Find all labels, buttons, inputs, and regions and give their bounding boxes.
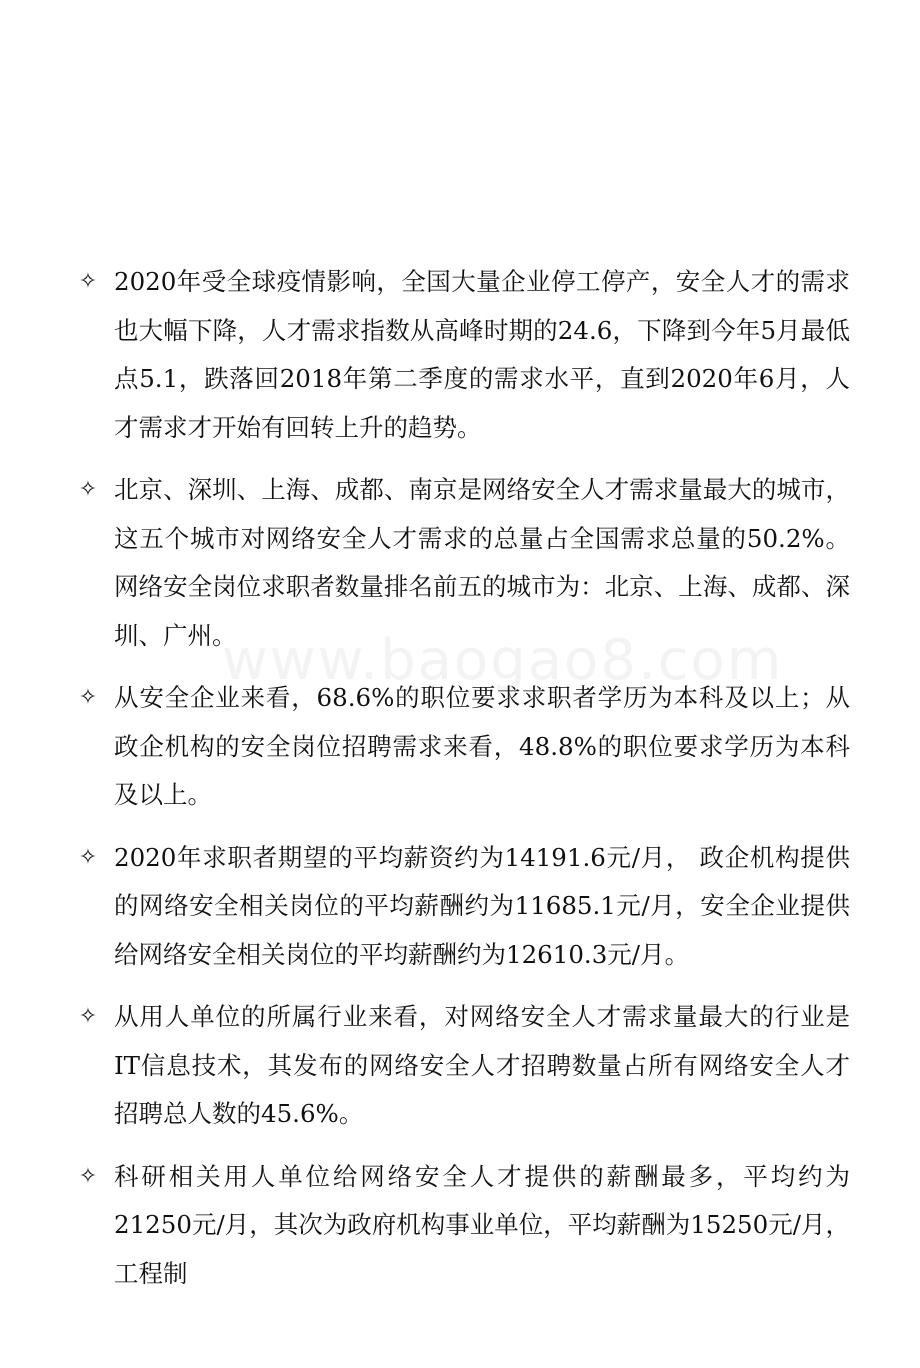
four-pointed-star-icon: ✧	[78, 685, 98, 710]
bullet-text: 科研相关用人单位给网络安全人才提供的薪酬最多，平均约为21250元/月，其次为政府机构事业单位，平均薪酬为15250元/月，工程制	[114, 1161, 850, 1288]
bullet-text: 2020年求职者期望的平均薪资约为14191.6元/月， 政企机构提供的网络安全相关岗位的平均薪酬约为11685.1元/月，安全企业提供给网络安全相关岗位的平均薪酬约为12610.3元/月。	[114, 842, 850, 969]
bullet-item	[76, 1153, 850, 1299]
four-pointed-star-icon: ✧	[78, 844, 98, 870]
bullet-item	[76, 674, 850, 820]
four-pointed-star-icon: ✧	[78, 1004, 98, 1029]
watermark: www.baogao8.com	[222, 628, 784, 693]
bullet-text: 从用人单位的所属行业来看，对网络安全人才需求量最大的行业是IT信息技术，其发布的网络安全人才招聘数量占所有网络安全人才招聘总人数的45.6%。	[114, 1002, 850, 1128]
four-pointed-star-icon: ✧	[78, 269, 98, 294]
bullet-list	[76, 258, 850, 1312]
bullet-item	[76, 258, 850, 452]
bullet-text: 2020年受全球疫情影响，全国大量企业停工停产，安全人才的需求也大幅下降，人才需求指数从高峰时期的24.6，下降到今年5月最低点5.1，跌落回2018年第二季度的需求水平，直到2020年6月，人才需求才开始有回转上升的趋势。	[114, 267, 850, 442]
bullet-item	[76, 466, 850, 660]
bullet-text: 从安全企业来看，68.6%的职位要求求职者学历为本科及以上；从政企机构的安全岗位招聘需求来看，48.8%的职位要求学历为本科及以上。	[114, 683, 850, 809]
four-pointed-star-icon: ✧	[78, 477, 98, 502]
four-pointed-star-icon: ✧	[78, 1163, 98, 1189]
bullet-text: 北京、深圳、上海、成都、南京是网络安全人才需求量最大的城市，这五个城市对网络安全人才需求的总量占全国需求总量的50.2%。网络安全岗位求职者数量排名前五的城市为：北京、上海、成都、深圳、广州。	[114, 475, 850, 650]
bullet-item	[76, 993, 850, 1139]
bullet-item	[76, 834, 850, 980]
